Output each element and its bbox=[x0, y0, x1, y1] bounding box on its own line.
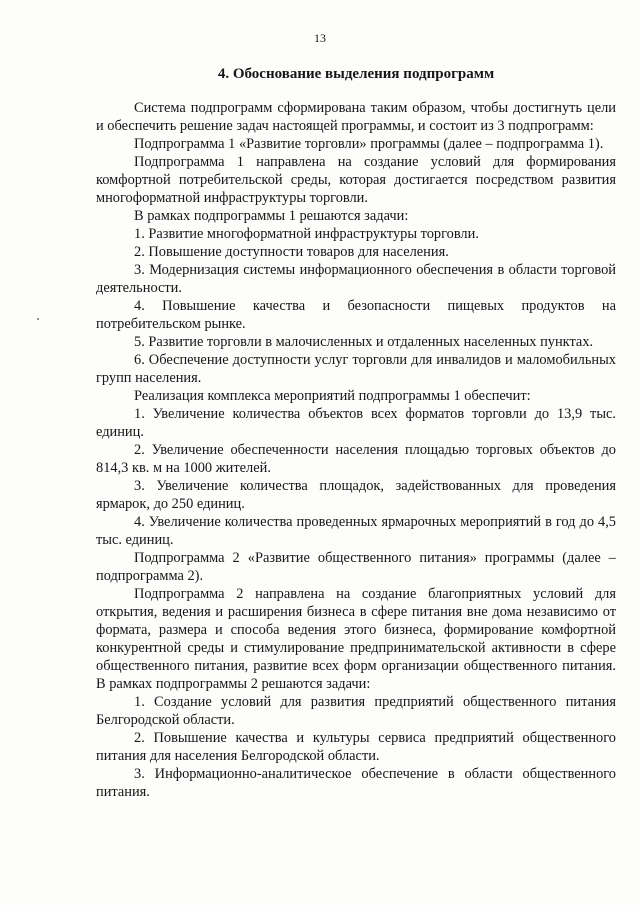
list-item-task-6: 6. Обеспечение доступности услуг торговли для инвалидов и маломобильных групп населения. bbox=[96, 352, 616, 386]
list-item-task-2-1: 1. Создание условий для развития предприятий общественного питания Белгородской области. bbox=[96, 694, 616, 728]
list-item-task-3: 3. Модернизация системы информационного обеспечения в области торговой деятельности. bbox=[96, 262, 616, 296]
paragraph-subprogram-2-goal: Подпрограмма 2 направлена на создание благоприятных условий для открытия, ведения и расширения бизнеса в сфере питания вне дома независимо от формата, размера и способа ведения этого бизнеса, формирование комфортной конкурентной среды и стимулирование предпринимательской активности в сфере общественного питания, развитие всех форм организации общественного питания. В рамках подпрограммы 2 решаются задачи: bbox=[96, 586, 616, 692]
paragraph-subprogram-1-goal: Подпрограмма 1 направлена на создание условий для формирования комфортной потребительской среды, которая достигается посредством развития многоформатной инфраструктуры торговли. bbox=[96, 154, 616, 206]
list-item-task-5: 5. Развитие торговли в малочисленных и отдаленных населенных пунктах. bbox=[134, 334, 594, 350]
scan-artifact bbox=[37, 318, 39, 320]
section-title: 4. Обоснование выделения подпрограмм bbox=[217, 66, 495, 82]
page-number: 13 bbox=[314, 31, 326, 45]
paragraph-subprogram-1-tasks-heading: В рамках подпрограммы 1 решаются задачи: bbox=[134, 208, 409, 224]
list-item-task-2: 2. Повышение доступности товаров для населения. bbox=[134, 244, 449, 260]
list-item-result-2: 2. Увеличение обеспеченности населения площадью торговых объектов до 814,3 кв. м на 1000 жителей. bbox=[96, 442, 616, 476]
list-item-task-2-2: 2. Повышение качества и культуры сервиса предприятий общественного питания для населения Белгородской области. bbox=[96, 730, 616, 764]
list-item-result-1: 1. Увеличение количества объектов всех форматов торговли до 13,9 тыс. единиц. bbox=[96, 406, 616, 440]
paragraph-intro: Система подпрограмм сформирована таким образом, чтобы достигнуть цели и обеспечить решение задач настоящей программы, и состоит из 3 подпрограмм: bbox=[96, 100, 616, 134]
list-item-result-4: 4. Увеличение количества проведенных ярмарочных мероприятий в год до 4,5 тыс. единиц. bbox=[96, 514, 616, 548]
list-item-task-4: 4. Повышение качества и безопасности пищевых продуктов на потребительском рынке. bbox=[96, 298, 616, 332]
document-body bbox=[96, 99, 616, 801]
paragraph-subprogram-1-results-heading: Реализация комплекса мероприятий подпрограммы 1 обеспечит: bbox=[134, 388, 531, 404]
list-item-result-3: 3. Увеличение количества площадок, задействованных для проведения ярмарок, до 250 единиц. bbox=[96, 478, 616, 512]
list-item-task-1: 1. Развитие многоформатной инфраструктуры торговли. bbox=[134, 226, 479, 242]
paragraph-subprogram-2: Подпрограмма 2 «Развитие общественного питания» программы (далее – подпрограмма 2). bbox=[96, 550, 616, 584]
paragraph-subprogram-1: Подпрограмма 1 «Развитие торговли» программы (далее – подпрограмма 1). bbox=[134, 136, 604, 152]
list-item-task-2-3: 3. Информационно-аналитическое обеспечение в области общественного питания. bbox=[96, 766, 616, 800]
